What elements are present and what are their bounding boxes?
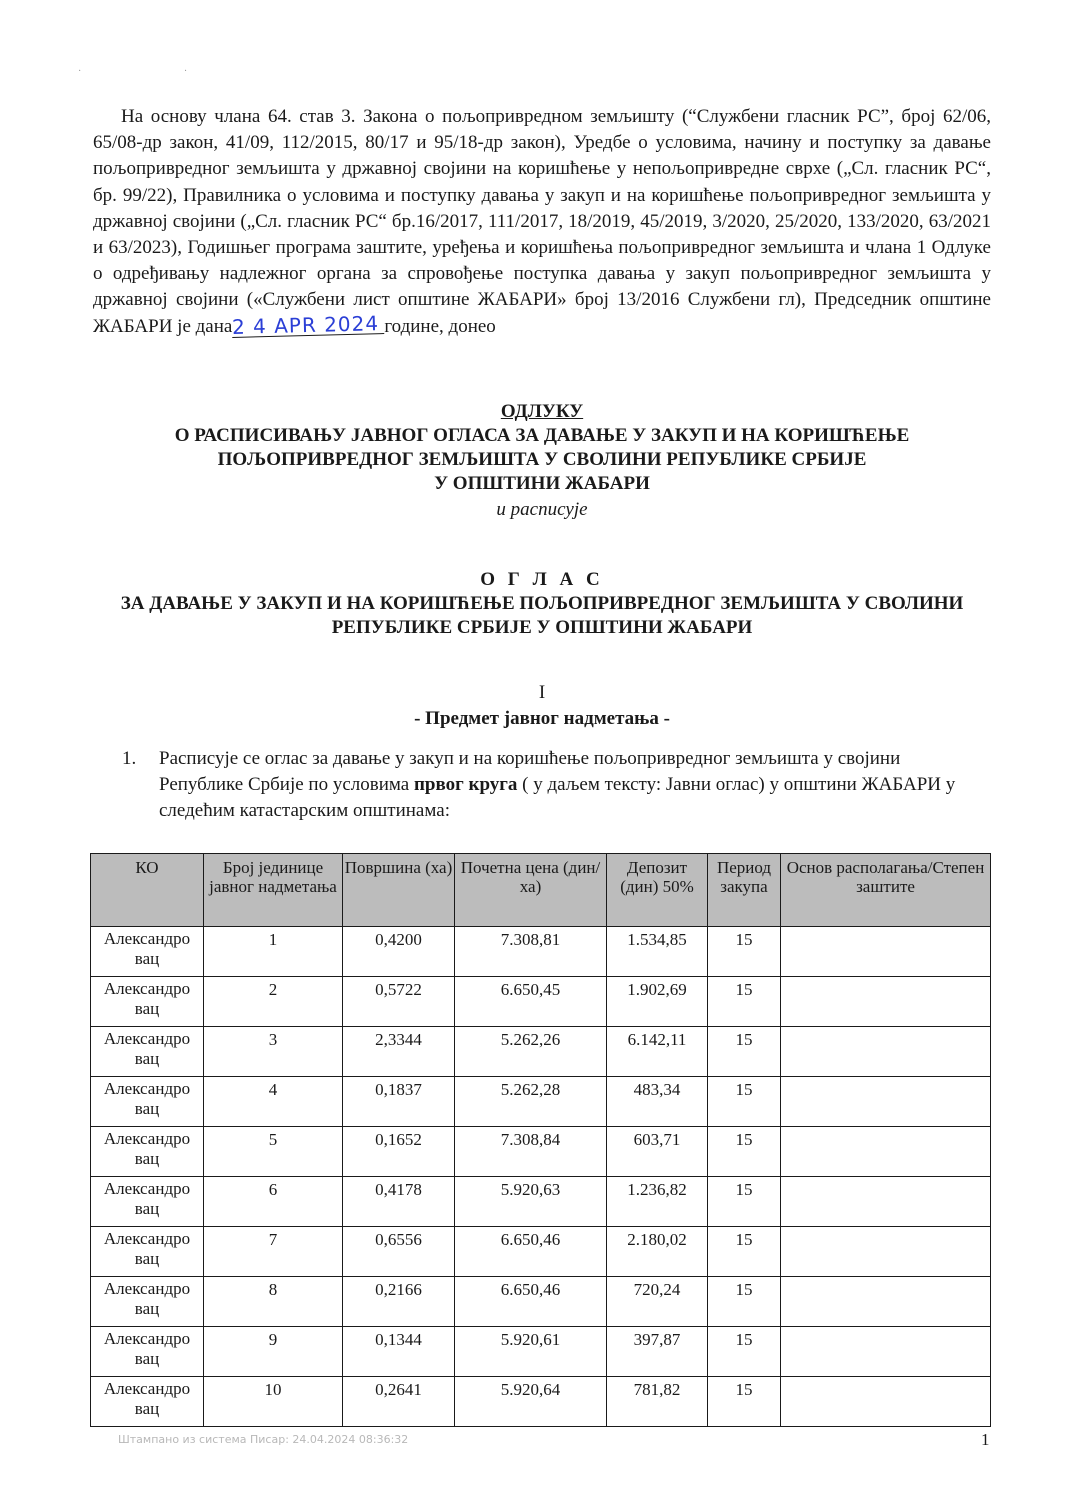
table-cell: 15 xyxy=(708,1327,781,1377)
section-title: - Предмет јавног надметања - xyxy=(414,708,670,729)
decision-line: ПОЉОПРИВРЕДНОГ ЗЕМЉИШТА У СВОЛИНИ РЕПУБЛИКЕ СРБИЈЕ xyxy=(217,449,867,470)
table-cell: 10 xyxy=(204,1377,343,1427)
parcels-table xyxy=(90,853,991,1427)
table-cell: 15 xyxy=(708,1177,781,1227)
header-deposit: Депозит (дин) 50% xyxy=(607,854,708,927)
table-cell: Александро вац xyxy=(91,1327,204,1377)
table-cell: 5.262,28 xyxy=(455,1077,607,1127)
page-number: 1 xyxy=(981,1430,990,1449)
table-cell: 15 xyxy=(708,1277,781,1327)
table-cell xyxy=(781,1227,991,1277)
decision-heading xyxy=(93,400,991,522)
header-price: Почетна цена (дин/ха) xyxy=(455,854,607,927)
table-cell: 15 xyxy=(708,1227,781,1277)
scan-artifact: · · xyxy=(78,66,238,77)
table-cell: 6.650,46 xyxy=(455,1277,607,1327)
decision-title: ОДЛУКУ xyxy=(500,401,584,422)
table-cell: 0,5722 xyxy=(343,977,455,1027)
decision-subline: и расписује xyxy=(496,499,588,520)
table-row xyxy=(91,1027,991,1077)
list-text xyxy=(159,746,969,824)
table-cell: 0,4200 xyxy=(343,927,455,977)
intro-text: На основу члана 64. став 3. Закона о пољопривредном земљишту (“Службени гласник РС”, број 62/06, 65/08-др закон, 41/09, 112/2015, 80/17 и 95/18-др закон), Уредбе о условима, начину и поступку за давање пољопривредног земљишта у државној својини на коришћење у непољопривредне сврхе („Сл. гласник РС“, бр. 99/22), Правилника о условима и поступку давања у закуп и на коришћење пољопривредног земљишта у државној својини („Сл. гласник РС“ бр.16/2017, 111/2017, 18/2019, 45/2019, 3/2020, 25/2020, 133/2020, 63/2021 и 63/2023), Годишњег програма заштите, уређења и коришћења пољопривредног земљишта и члана 1 Одлуке о одређивању надлежног органа за спровођење поступка давања у закуп пољопривредног земљишта у државној својини («Службени лист општине ЖАБАРИ» број 13/2016 Службени гл), Председник општине ЖАБАРИ је дана xyxy=(93,106,991,337)
decision-line: О РАСПИСИВАЊУ ЈАВНОГ ОГЛАСА ЗА ДАВАЊЕ У ЗАКУП И НА КОРИШЋЕЊЕ xyxy=(174,425,910,446)
table-cell: 6.142,11 xyxy=(607,1027,708,1077)
table-cell: Александро вац xyxy=(91,1227,204,1277)
table-cell: 0,1344 xyxy=(343,1327,455,1377)
list-text-part: Расписује се оглас за давање у закуп и на коришћење пољопривредног земљишта у својини Републике Србије по условима xyxy=(159,748,901,795)
table-cell: 15 xyxy=(708,1377,781,1427)
table-row xyxy=(91,977,991,1027)
section-heading xyxy=(93,680,991,732)
table-cell xyxy=(781,927,991,977)
table-cell: 2 xyxy=(204,977,343,1027)
table-cell: 483,34 xyxy=(607,1077,708,1127)
table-cell: 15 xyxy=(708,1127,781,1177)
table-cell xyxy=(781,1077,991,1127)
header-area: Површина (ха) xyxy=(343,854,455,927)
table-row xyxy=(91,1277,991,1327)
print-note: Штампано из система Писар: 24.04.2024 08:36:32 xyxy=(118,1433,409,1446)
table-cell: 9 xyxy=(204,1327,343,1377)
table-cell: 781,82 xyxy=(607,1377,708,1427)
table-row xyxy=(91,1127,991,1177)
date-stamp: 2 4 APR 2024 xyxy=(232,313,384,338)
notice-line: РЕПУБЛИКЕ СРБИЈЕ У ОПШТИНИ ЖАБАРИ xyxy=(331,617,753,638)
table-cell: 7.308,81 xyxy=(455,927,607,977)
table-cell: 5.920,64 xyxy=(455,1377,607,1427)
table-cell: Александро вац xyxy=(91,1377,204,1427)
table-cell xyxy=(781,977,991,1027)
intro-paragraph xyxy=(93,104,991,340)
table-cell: 15 xyxy=(708,1027,781,1077)
table-cell: Александро вац xyxy=(91,1177,204,1227)
intro-text-end: године, донео xyxy=(384,315,496,337)
header-unit: Број јединице јавног надметања xyxy=(204,854,343,927)
list-text-part: ( у даљем тексту: Јавни оглас) у општини ЖАБАРИ у следећим катастарским општинама: xyxy=(159,774,956,821)
table-cell: 1.534,85 xyxy=(607,927,708,977)
table-cell: 5.920,61 xyxy=(455,1327,607,1377)
table-cell: 5.920,63 xyxy=(455,1177,607,1227)
table-cell: 8 xyxy=(204,1277,343,1327)
table-cell: 1 xyxy=(204,927,343,977)
table-cell: 0,1652 xyxy=(343,1127,455,1177)
table-cell: 15 xyxy=(708,927,781,977)
table-row xyxy=(91,1227,991,1277)
table-row xyxy=(91,1377,991,1427)
notice-heading xyxy=(93,568,991,640)
table-cell: 6.650,45 xyxy=(455,977,607,1027)
table-row xyxy=(91,1177,991,1227)
table-cell: 6 xyxy=(204,1177,343,1227)
table-row xyxy=(91,927,991,977)
table-cell: 5.262,26 xyxy=(455,1027,607,1077)
list-text-bold: првог круга xyxy=(413,774,518,795)
table-cell xyxy=(781,1327,991,1377)
table-cell xyxy=(781,1027,991,1077)
table-cell: 0,4178 xyxy=(343,1177,455,1227)
section-roman: I xyxy=(538,682,546,703)
notice-title: О Г Л А С xyxy=(480,569,604,590)
table-cell: 7.308,84 xyxy=(455,1127,607,1177)
table-row xyxy=(91,1077,991,1127)
table-cell: 720,24 xyxy=(607,1277,708,1327)
table-cell: 1.236,82 xyxy=(607,1177,708,1227)
table-cell: 15 xyxy=(708,977,781,1027)
header-period: Период закупа xyxy=(708,854,781,927)
table-cell: 0,2166 xyxy=(343,1277,455,1327)
table-header-row xyxy=(91,854,991,927)
list-number: 1. xyxy=(122,748,137,769)
table-cell: Александро вац xyxy=(91,1027,204,1077)
decision-line: У ОПШТИНИ ЖАБАРИ xyxy=(434,473,650,494)
table-cell: 6.650,46 xyxy=(455,1227,607,1277)
table-cell xyxy=(781,1277,991,1327)
table-cell: 0,1837 xyxy=(343,1077,455,1127)
table-cell: 2,3344 xyxy=(343,1027,455,1077)
table-cell: 0,2641 xyxy=(343,1377,455,1427)
header-ko: КО xyxy=(91,854,204,927)
table-cell: Александро вац xyxy=(91,1077,204,1127)
table-cell xyxy=(781,1127,991,1177)
table-cell: 15 xyxy=(708,1077,781,1127)
table-cell: Александро вац xyxy=(91,927,204,977)
table-cell: 397,87 xyxy=(607,1327,708,1377)
table-cell xyxy=(781,1377,991,1427)
header-basis: Основ располагања/Степен заштите xyxy=(781,854,991,927)
table-cell: 5 xyxy=(204,1127,343,1177)
table-cell: Александро вац xyxy=(91,1127,204,1177)
table-cell: Александро вац xyxy=(91,977,204,1027)
table-cell: 7 xyxy=(204,1227,343,1277)
table-cell: Александро вац xyxy=(91,1277,204,1327)
table-cell: 1.902,69 xyxy=(607,977,708,1027)
notice-line: ЗА ДАВАЊЕ У ЗАКУП И НА КОРИШЋЕЊЕ ПОЉОПРИВРЕДНОГ ЗЕМЉИШТА У СВОЛИНИ xyxy=(120,593,964,614)
table-cell: 3 xyxy=(204,1027,343,1077)
table-cell: 603,71 xyxy=(607,1127,708,1177)
table-row xyxy=(91,1327,991,1377)
table-cell: 0,6556 xyxy=(343,1227,455,1277)
table-cell xyxy=(781,1177,991,1227)
table-cell: 2.180,02 xyxy=(607,1227,708,1277)
table-cell: 4 xyxy=(204,1077,343,1127)
